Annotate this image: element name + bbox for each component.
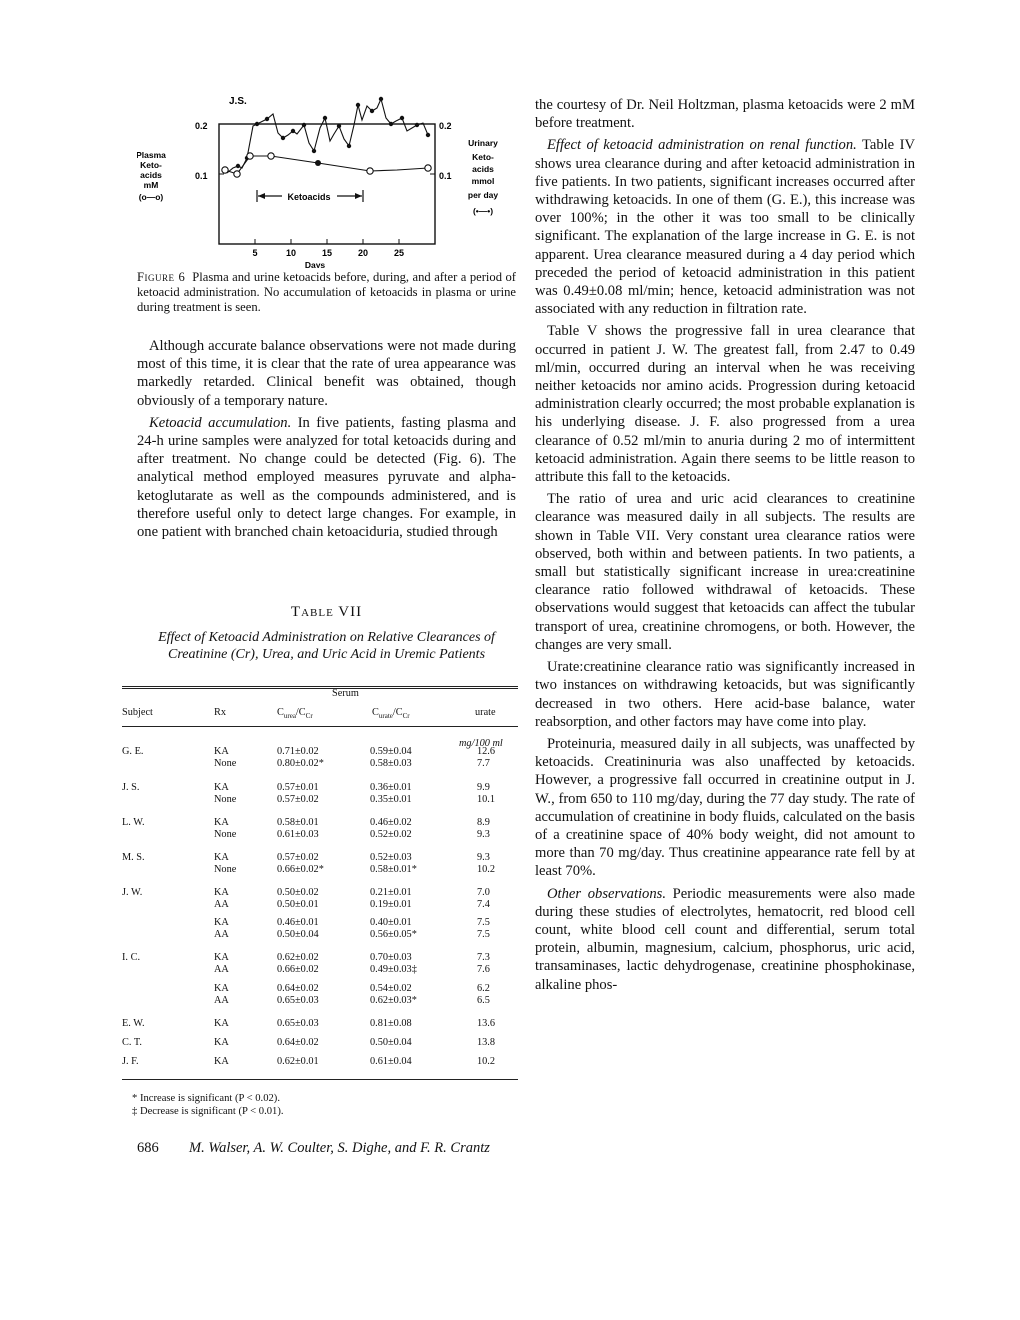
right-paragraph-0: the courtesy of Dr. Neil Holtzman, plasma ketoacids were 2 mM before treatment. [535,97,915,132]
table-cell-serum: 10.2 [477,1056,496,1067]
header-curate-ccr: $C_{urate}/C_{Cr}$ [372,707,410,721]
table-cell-curate: 0.58±0.01* [370,864,417,875]
left-paragraph-1: Although accurate balance observations were not made during most of this time, it is clear that the rate of urea appearance was markedly retarded. Clinical benefit was obtained, though obviously of a temporary nature. [137,338,516,409]
table-cell-curea: 0.50±0.01 [277,899,319,910]
table-cell-curate: 0.40±0.01 [370,917,412,928]
table-top-rule [122,686,518,687]
table-cell-subject: I. C. [122,952,141,963]
table-cell-curea: 0.66±0.02 [277,964,319,975]
table-cell-curate: 0.70±0.03 [370,952,412,963]
table-cell-curate: 0.61±0.04 [370,1056,412,1067]
svg-text:Plasma: Plasma [137,150,166,160]
figure-caption-text: Plasma and urine ketoacids before, during, and after a period of ketoacid administration. No accumulation of ketoacids in plasma or urine during treatment is seen. [137,270,517,314]
right-paragraph-1 [535,136,915,318]
table-cell-rx: KA [214,983,229,994]
table-cell-rx: AA [214,929,229,940]
table-cell-curate: 0.36±0.01 [370,782,412,793]
table-footnotes [132,1092,284,1118]
right-paragraph-6 [535,885,915,994]
table-cell-curea: 0.57±0.02 [277,852,319,863]
ketoacid-chart [137,88,517,268]
table-cell-subject: C. T. [122,1037,142,1048]
svg-text:acids: acids [140,170,162,180]
right-axis-label [468,138,499,216]
table-number: Table VII [290,604,363,620]
right-paragraph-1-body: Table IV shows urea clearance during and after ketoacid administration in five patients. In two patients, significant increases occurred after withdrawing ketoacids. In one of them (G. E.), this increase was over 100%; in the other it was too small to be clinically significant. The explanation of the large increase in G. E. is not apparent. Urea clearance measured during a 4 day period which preceded the period of ketoacid administration in this patient was 0.49±0.08 ml/min; hence, ketoacid administration was not associated with any reduction in filtration rate. [535,137,915,318]
table-cell-curate: 0.49±0.03‡ [370,964,417,975]
table-cell-serum: 7.5 [477,929,490,940]
footnote-decrease: ‡ Decrease is significant (P < 0.01). [132,1106,284,1117]
svg-text:(o—o): (o—o) [138,192,164,202]
table-cell-serum: 6.5 [477,995,490,1006]
svg-text:Keto-: Keto- [472,152,494,162]
header-units: mg/100 ml [459,738,503,749]
table-cell-curea: 0.46±0.01 [277,917,319,928]
table-cell-curate: 0.59±0.04 [370,746,412,757]
left-paragraph-2 [137,414,516,541]
table-cell-rx: None [214,829,237,840]
table-cell-rx: AA [214,899,229,910]
table-cell-serum: 7.5 [477,917,490,928]
table-title-block [137,604,516,663]
table-cell-curea: 0.80±0.02* [277,758,324,769]
table-cell-rx: KA [214,952,229,963]
table-cell-serum: 10.1 [477,794,496,805]
table-cell-serum: 12.6 [477,746,496,757]
table-cell-rx: KA [214,746,229,757]
svg-text:(•—•): (•—•) [472,206,494,216]
table-cell-subject: J. W. [122,887,143,898]
table-cell-curea: 0.64±0.02 [277,1037,319,1048]
header-subject: Subject [122,707,153,718]
table-cell-curate: 0.35±0.01 [370,794,412,805]
svg-text:25: 25 [393,248,405,258]
table-cell-rx: KA [214,1037,229,1048]
table-cell-subject: L. W. [122,817,145,828]
svg-text:per day: per day [467,190,499,200]
table-cell-subject: E. W. [122,1018,145,1029]
svg-text:Keto-: Keto- [140,160,162,170]
table-cell-curea: 0.65±0.03 [277,995,319,1006]
footnote-increase: * Increase is significant (P < 0.02). [132,1093,280,1104]
table-cell-rx: None [214,794,237,805]
table-cell-curea: 0.62±0.01 [277,1056,319,1067]
svg-text:Urinary: Urinary [468,138,498,148]
footer-authors: M. Walser, A. W. Coulter, S. Dighe, and F. R. Crantz [189,1140,490,1156]
svg-text:5: 5 [252,248,258,258]
left-axis-label [137,150,166,202]
table-cell-curate: 0.56±0.05* [370,929,417,940]
table-cell-subject: J. F. [122,1056,139,1067]
table-cell-serum: 9.9 [477,782,490,793]
table-cell-rx: KA [214,887,229,898]
table-cell-serum: 13.6 [477,1018,496,1029]
section-heading-other-observations: Other observations. [547,885,666,902]
right-paragraph-5: Proteinuria, measured daily in all subjects, was unaffected by ketoacids. Creatininuria was also unaffected by ketoacids. However, a progressive fall occurred in creatinine output in J. W., from 650 to 110 mg/day, during the 77 day study. The rate of accumulation of creatinine in body fluids, calculated on the basis of a creatinine space of 40% body weight, did not amount to more than 70 mg/day. Thus creatinine appearance rate fell by at least 70%. [535,735,915,880]
table-cell-curea: 0.66±0.02* [277,864,324,875]
svg-text:0.2: 0.2 [439,121,452,131]
header-curea-ccr: $C_{urea}/C_{Cr}$ [277,707,313,721]
section-heading-renal-function: Effect of ketoacid administration on renal function. [547,137,857,154]
table-cell-rx: AA [214,995,229,1006]
chart-subject-label: J.S. [229,96,247,107]
table-cell-subject: M. S. [122,852,145,863]
table-cell-curea: 0.62±0.02 [277,952,319,963]
table-cell-serum: 10.2 [477,864,496,875]
table-cell-curate: 0.62±0.03* [370,995,417,1006]
table-cell-subject: J. S. [122,782,140,793]
table-top-rule-2 [122,688,518,689]
figure-label: Figure 6 [137,270,186,284]
svg-text:15: 15 [321,248,333,258]
table-title: Effect of Ketoacid Administration on Relative Clearances of Creatinine (Cr), Urea, and Uric Acid in Uremic Patients [158,630,495,662]
table-cell-subject: G. E. [122,746,144,757]
table-cell-curate: 0.19±0.01 [370,899,412,910]
ketoacid-bar-label: Ketoacids [287,192,331,202]
table-cell-serum: 8.9 [477,817,490,828]
table-cell-curate: 0.52±0.03 [370,852,412,863]
table-cell-curea: 0.64±0.02 [277,983,319,994]
table-cell-curate: 0.52±0.02 [370,829,412,840]
header-rx: Rx [214,707,227,718]
table-cell-curate: 0.50±0.04 [370,1037,412,1048]
table-header-rule [122,726,518,727]
table-cell-rx: None [214,864,237,875]
table-cell-rx: KA [214,1056,229,1067]
urinary-series-line [227,99,428,173]
left-paragraph-2-body: In five patients, fasting plasma and 24-h urine samples were analyzed for total ketoacids during and after treatment. No change could be detected (Fig. 6). The analytical method employed measures pyruvate and alpha-ketoglutarate as well as the compounds administered, and is therefore useful only to detect large changes. For example, in one patient with branched chain ketoaciduria, studied through [137,414,516,541]
svg-text:0.1: 0.1 [439,171,452,181]
table-bottom-rule [122,1079,518,1080]
section-heading-ketoacid-accumulation: Ketoacid accumulation. [149,414,292,431]
x-ticks [252,239,404,258]
urinary-series-points [236,97,430,168]
table-cell-curea: 0.71±0.02 [277,746,319,757]
table-cell-rx: KA [214,852,229,863]
table-cell-rx: None [214,758,237,769]
right-ticks [430,121,452,181]
table-cell-serum: 7.4 [477,899,490,910]
right-paragraph-6-body: Periodic measurements were also made during these studies of electrolytes, hematocrit, red blood cell count, white blood cell count and differential, serum total protein, albumin, magnesium, calcium, phosphorus, uric acid, transaminases, lactic dehydrogenase, creatinine phosphokinase, alkaline phos- [535,885,916,993]
table-cell-curate: 0.54±0.02 [370,983,412,994]
right-paragraph-2: Table V shows the progressive fall in urea clearance that occurred in patient J. W. The greatest fall, from 2.47 to 0.49 ml/min, occurred during an interval when he was receiving neither ketoacids nor amino acids. Progression during ketoacid administration clearly occurred; the most probable explanation is his underlying disease. J. F. also progressed from a urea clearance of 0.52 ml/min to anuria during 2 mo of intermittent ketoacid administration. Again there seems to be little reason to attribute this fall to the ketoacids. [535,323,915,486]
table-cell-serum: 6.2 [477,983,490,994]
table-cell-curate: 0.46±0.02 [370,817,412,828]
table-cell-curea: 0.57±0.01 [277,782,319,793]
table-cell-rx: KA [214,1018,229,1029]
ketoacid-period-bar [257,190,363,202]
svg-text:0.2: 0.2 [195,121,208,131]
table-cell-curea: 0.65±0.03 [277,1018,319,1029]
svg-text:mM: mM [143,180,159,190]
table-cell-curea: 0.58±0.01 [277,817,319,828]
page-number: 686 [137,1140,159,1156]
table-cell-serum: 7.7 [477,758,490,769]
table-cell-serum: 9.3 [477,852,490,863]
table-cell-curea: 0.50±0.04 [277,929,319,940]
svg-text:0.1: 0.1 [195,171,208,181]
right-paragraph-3: The ratio of urea and uric acid clearances to creatinine clearance was measured daily in all subjects. The results are shown in Table VII. Very constant urea clearance ratios were observed, both within and between patients. In two patients, a small but statistically significant increase in urea:creatinine clearance ratio followed withdrawal of ketoacids. These observations would suggest that ketoacids can affect the tubular transport of urea, creatinine chromogens, or both. However, the changes are very small. [535,491,915,653]
table-cell-rx: KA [214,782,229,793]
table-cell-curea: 0.57±0.02 [277,794,319,805]
left-column-text [137,337,516,545]
table-cell-serum: 13.8 [477,1037,496,1048]
table-cell-curate: 0.21±0.01 [370,887,412,898]
table-cell-rx: KA [214,817,229,828]
plasma-series-points [222,153,431,177]
svg-text:acids: acids [472,164,494,174]
table-cell-curea: 0.50±0.02 [277,887,319,898]
right-paragraph-4: Urate:creatinine clearance ratio was significantly increased in two instances on withdrawing ketoacids, but was significantly decreased in two others. Here acid-base balance, water reabsorption, and other factors may have come into play. [535,659,915,730]
table-cell-serum: 9.3 [477,829,490,840]
table-cell-curate: 0.58±0.03 [370,758,412,769]
table-cell-serum: 7.0 [477,887,490,898]
figure-caption [137,270,516,315]
header-serum-2: urate [475,707,496,718]
table-cell-serum: 7.3 [477,952,490,963]
header-serum-1: Serum [332,688,359,699]
svg-text:10: 10 [285,248,297,258]
table-cell-rx: KA [214,917,229,928]
right-column-text [535,96,915,998]
svg-text:20: 20 [357,248,369,258]
table-cell-curea: 0.61±0.03 [277,829,319,840]
figure-6 [137,88,517,268]
plasma-point-filled [315,160,321,166]
plasma-series-line [225,156,428,174]
table-cell-curate: 0.81±0.08 [370,1018,412,1029]
svg-text:mmol: mmol [471,176,495,186]
table-cell-serum: 7.6 [477,964,490,975]
plot-frame [219,124,435,244]
x-axis-label: Days [304,260,326,268]
table-cell-rx: AA [214,964,229,975]
